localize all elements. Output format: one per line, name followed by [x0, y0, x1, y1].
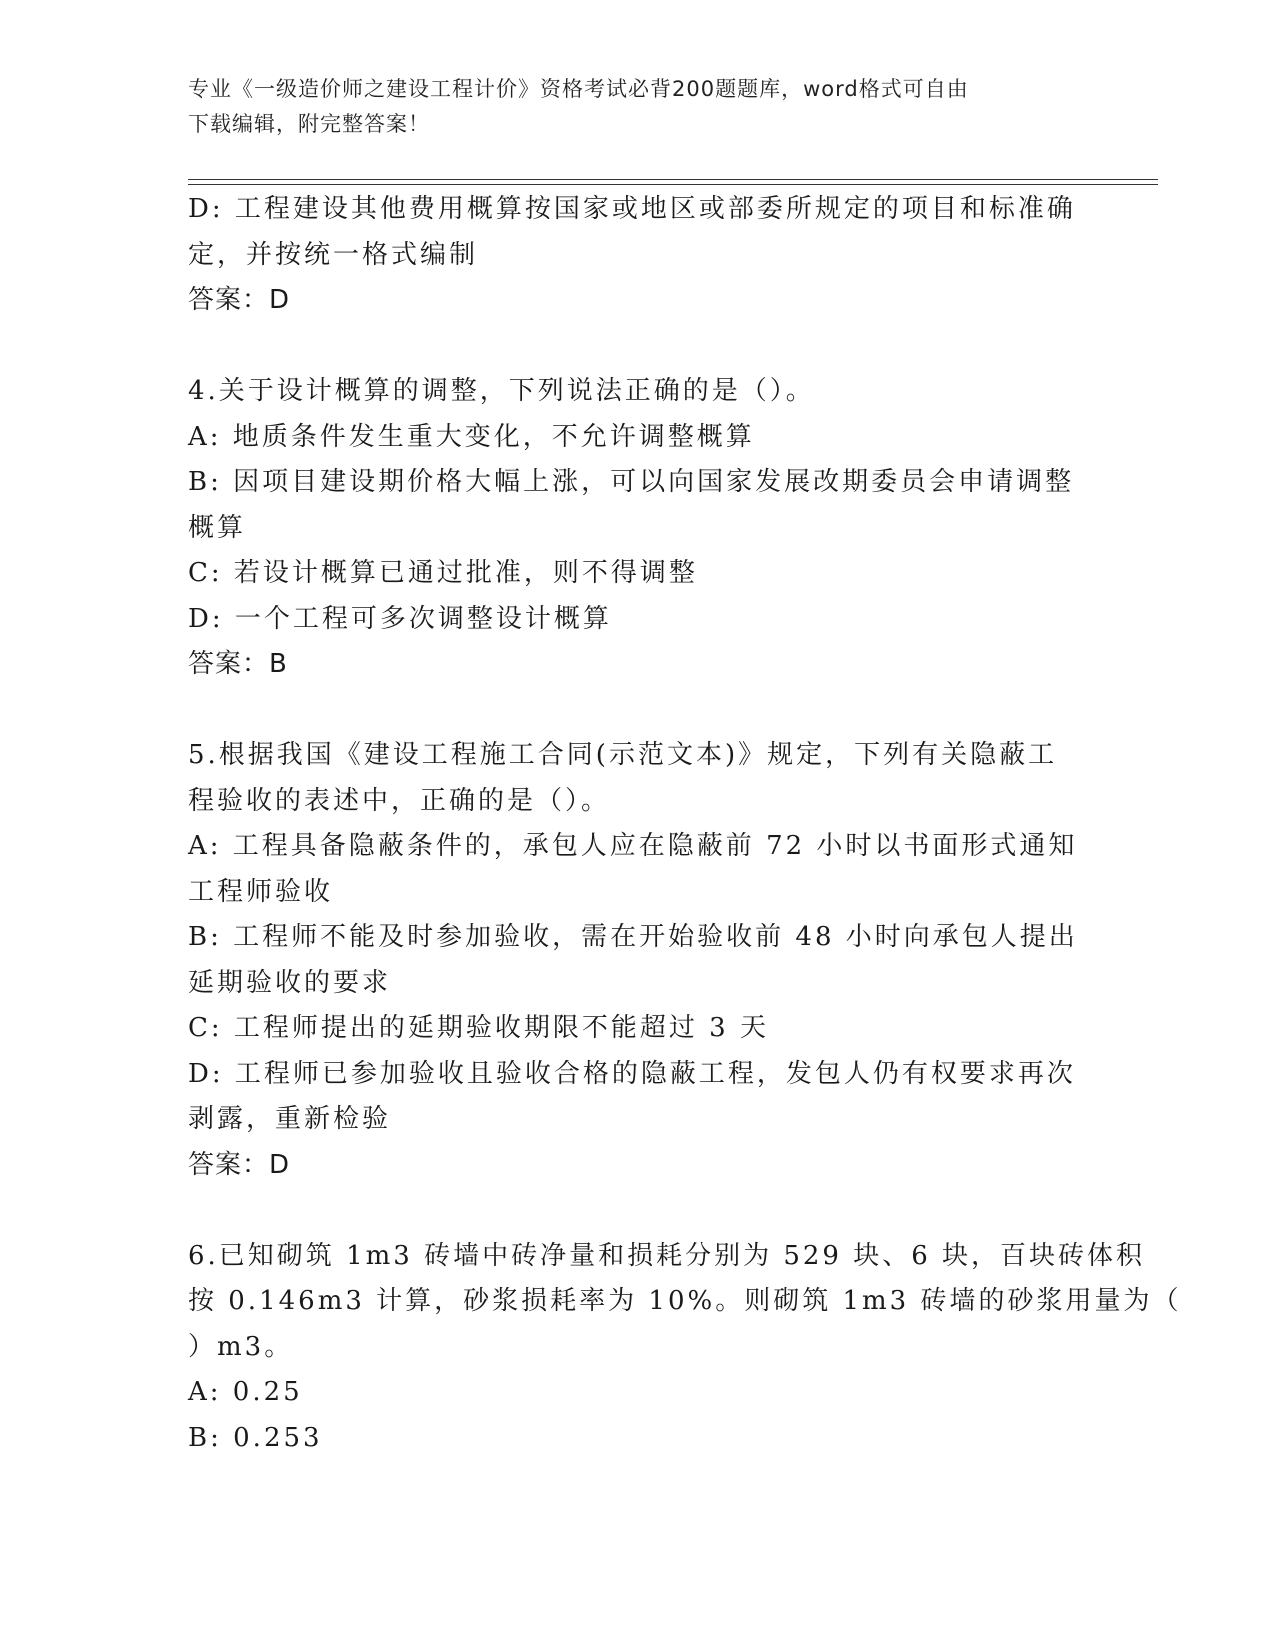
option-d-line-2: 剥露，重新检验: [188, 1104, 392, 1134]
question-content: [188, 187, 1182, 1461]
header-line-1: 专业《一级造价师之建设工程计价》资格考试必背200题题库，word格式可自由: [188, 77, 969, 101]
spacer: [188, 1188, 1088, 1234]
option-a: A: 0.25: [188, 1377, 303, 1407]
option-d: D: 一个工程可多次调整设计概算: [188, 603, 612, 634]
question-3: [188, 187, 1088, 324]
document-header: [188, 72, 1088, 142]
question-stem-line-1: 5.根据我国《建设工程施工合同(示范文本)》规定，下列有关隐蔽工: [188, 740, 1058, 770]
option-d-line-1: D: 工程建设其他费用概算按国家或地区或部委所规定的项目和标准确: [188, 194, 1076, 224]
header-line-2: 下载编辑，附完整答案！: [188, 112, 430, 136]
option-b-line-1: B: 因项目建设期价格大幅上涨，可以向国家发展改期委员会申请调整: [188, 467, 1075, 497]
option-b: B: 0.253: [188, 1422, 323, 1453]
option-d-line-2: 定，并按统一格式编制: [188, 239, 479, 270]
question-stem-line-2: 按 0.146m3 计算，砂浆损耗率为 10%。则砌筑 1m3 砖墙的砂浆用量为（: [188, 1286, 1182, 1316]
option-a-line-1: A: 工程具备隐蔽条件的，承包人应在隐蔽前 72 小时以书面形式通知: [188, 831, 1078, 861]
question-4: [188, 369, 1088, 688]
answer: 答案：D: [188, 285, 291, 315]
option-d-line-1: D: 工程师已参加验收且验收合格的隐蔽工程，发包人仍有权要求再次: [188, 1058, 1076, 1089]
option-c: C: 工程师提出的延期验收期限不能超过 3 天: [188, 1013, 769, 1043]
option-c: C: 若设计概算已通过批准，则不得调整: [188, 558, 698, 588]
question-6: [188, 1234, 1182, 1462]
answer: 答案：D: [188, 1149, 291, 1180]
option-b-line-2: 概算: [188, 512, 247, 543]
option-b-line-1: B: 工程师不能及时参加验收，需在开始验收前 48 小时向承包人提出: [188, 922, 1078, 952]
header-divider-bottom: [188, 184, 1158, 185]
spacer: [188, 324, 1088, 370]
header-divider-top: [188, 179, 1158, 180]
answer: 答案：B: [188, 649, 288, 679]
option-a-line-2: 工程师验收: [188, 876, 334, 907]
question-stem-line-1: 6.已知砌筑 1m3 砖墙中砖净量和损耗分别为 529 块、6 块，百块砖体积: [188, 1240, 1146, 1271]
spacer: [188, 688, 1088, 734]
question-stem-line-3: ）m3。: [188, 1331, 294, 1362]
question-stem: 4.关于设计概算的调整，下列说法正确的是（）。: [188, 376, 815, 406]
question-5: [188, 733, 1088, 1188]
option-a: A: 地质条件发生重大变化，不允许调整概算: [188, 421, 755, 452]
option-b-line-2: 延期验收的要求: [188, 967, 392, 998]
question-stem-line-2: 程验收的表述中，正确的是（）。: [188, 785, 611, 816]
